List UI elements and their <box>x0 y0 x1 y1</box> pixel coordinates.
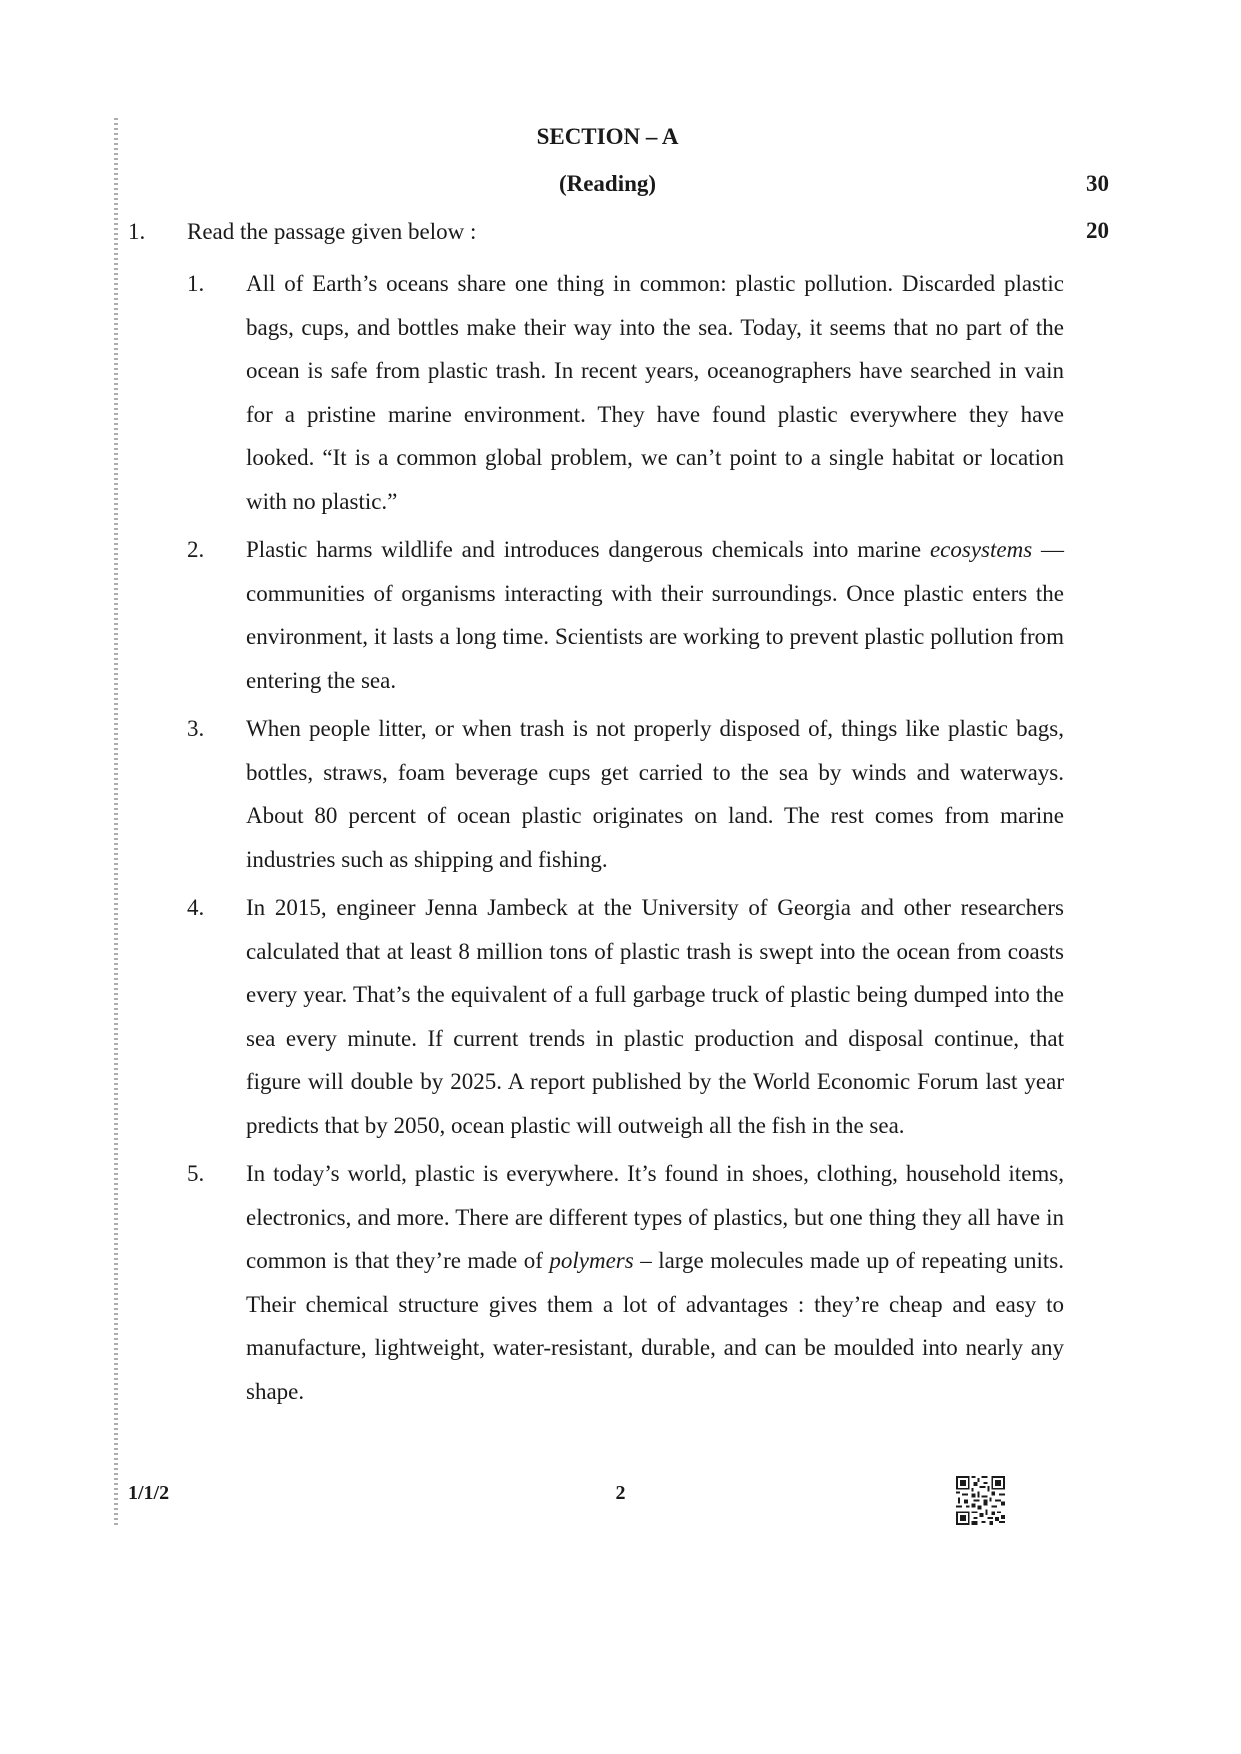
passage-paragraph <box>187 262 1064 523</box>
text-run: All of Earth’s oceans share one thing in common: plastic pollution. Discarded plastic bags, cups, and bottles make their way into the sea. Today, it seems that no part of the ocean is safe from plastic trash. In recent years, oceanographers have searched in vain for a pristine marine environment. They have found plastic everywhere they have looked. “It is a common global problem, we can’t point to a single habitat or location with no plastic.” <box>246 271 1064 514</box>
paragraph-text <box>246 886 1064 1147</box>
qr-code-icon <box>956 1476 1005 1525</box>
paragraph-number: 4. <box>187 895 205 920</box>
reading-passage <box>187 262 1064 1418</box>
text-run: Plastic harms wildlife and introduces dangerous chemicals into marine <box>246 537 930 562</box>
passage-paragraph <box>187 707 1064 881</box>
page-number: 2 <box>615 1482 626 1504</box>
paper-code: 1/1/2 <box>128 1482 170 1504</box>
text-run: In 2015, engineer Jenna Jambeck at the University of Georgia and other researchers calculated that at least 8 million tons of plastic trash is swept into the ocean from coasts every year. That’s the equivalent of a full garbage truck of plastic being dumped into the sea every minute. If current trends in plastic production and disposal continue, that figure will double by 2025. A report published by the World Economic Forum last year predicts that by 2050, ocean plastic will outweigh all the fish in the sea. <box>246 895 1064 1138</box>
section-title: SECTION – A <box>536 124 679 149</box>
paragraph-number: 2. <box>187 537 205 562</box>
passage-paragraph <box>187 886 1064 1147</box>
passage-paragraph <box>187 1152 1064 1413</box>
paragraph-text <box>246 262 1064 523</box>
paragraph-text <box>246 528 1064 702</box>
italic-term: polymers <box>549 1248 634 1273</box>
passage-paragraph <box>187 528 1064 702</box>
question-instruction: Read the passage given below : <box>187 219 477 244</box>
paragraph-text <box>246 1152 1064 1413</box>
paragraph-number: 3. <box>187 716 205 741</box>
text-run: – large molecules made up of repeating units. Their chemical structure gives them a lot of advantages : they’re cheap and easy to manufacture, lightweight, water-resistant, durable, and can be moulded into nearly any shape. <box>246 1248 1064 1404</box>
paragraph-number: 5. <box>187 1161 205 1186</box>
question-number: 1. <box>128 219 146 244</box>
section-subtitle: (Reading) <box>558 171 657 196</box>
question-marks: 20 <box>1086 218 1109 243</box>
text-run: — communities of organisms interacting with their surroundings. Once plastic enters the environment, it lasts a long time. Scientists are working to prevent plastic pollution from entering the sea. <box>246 537 1064 693</box>
text-run: In today’s world, plastic is everywhere. It’s found in shoes, clothing, household items, electronics, and more. There are different types of plastics, but one thing they all have in common is that they’re made of <box>246 1161 1064 1273</box>
italic-term: ecosystems <box>929 537 1033 562</box>
section-marks: 30 <box>1086 171 1109 196</box>
text-run: When people litter, or when trash is not properly disposed of, things like plastic bags, bottles, straws, foam beverage cups get carried to the sea by winds and waterways. About 80 percent of ocean plastic originates on land. The rest comes from marine industries such as shipping and fishing. <box>246 716 1064 872</box>
paragraph-text <box>246 707 1064 881</box>
paragraph-number: 1. <box>187 271 205 296</box>
security-margin-strip <box>114 118 118 1528</box>
